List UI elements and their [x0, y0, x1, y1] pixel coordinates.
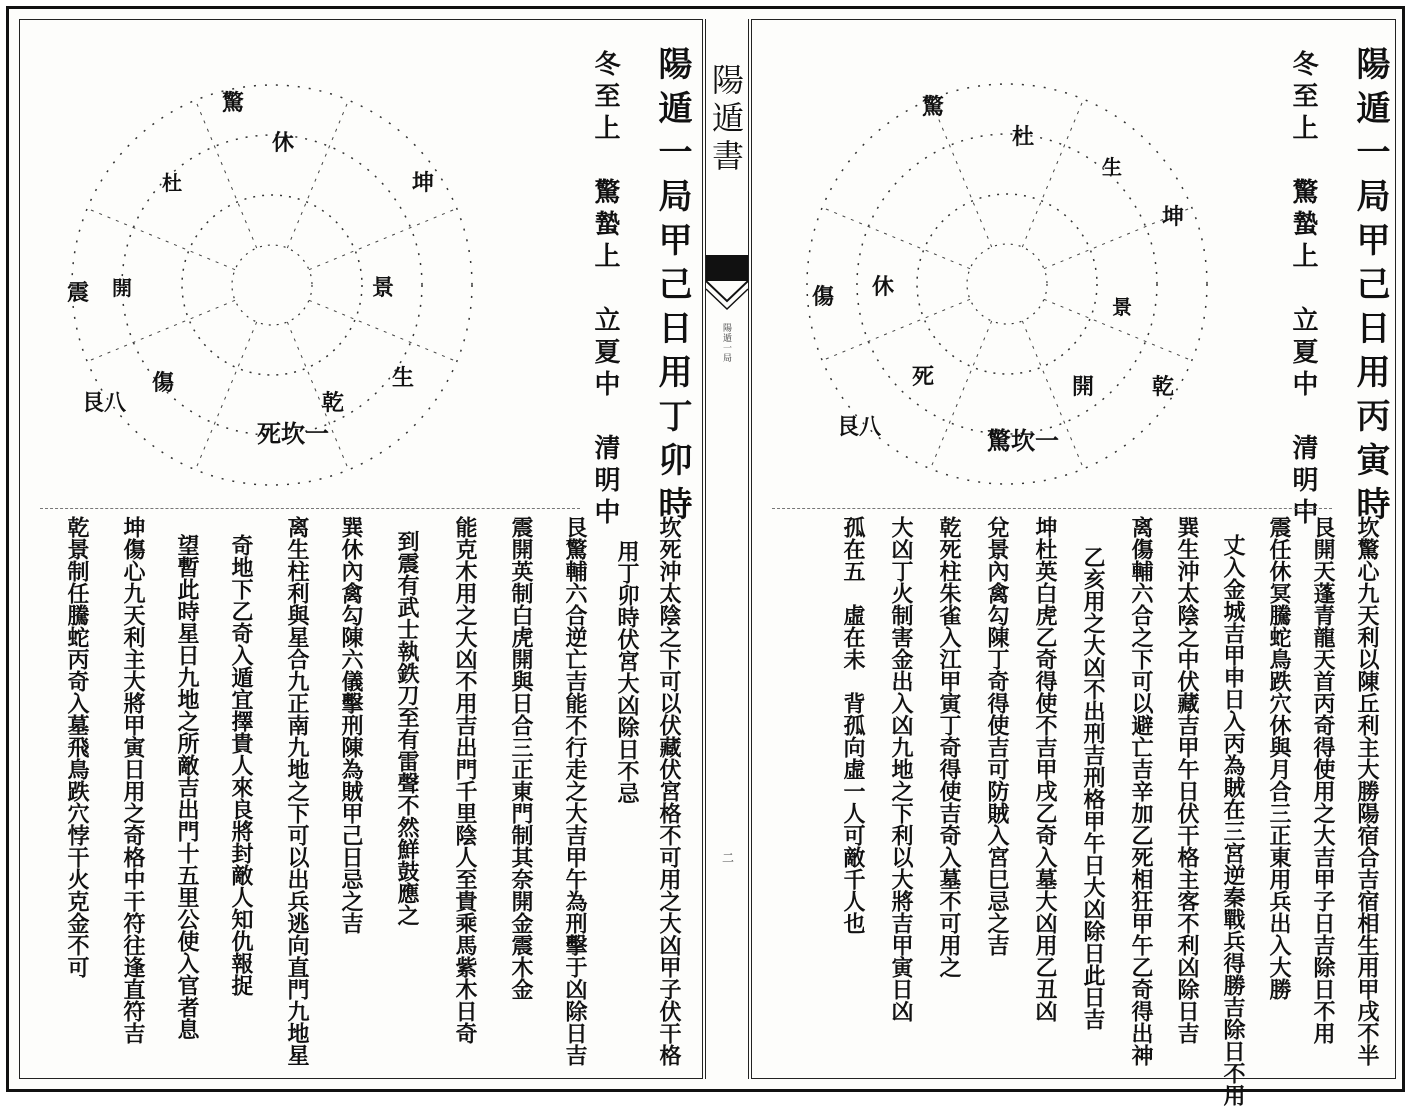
wheel-label: 艮八: [82, 390, 127, 416]
text-column: 乙亥用之大凶不出刑吉刑格甲午日大凶除日此日吉: [1080, 546, 1106, 1030]
left-divider: [40, 508, 580, 509]
right-qimen-wheel: [782, 64, 1242, 504]
right-divider: [772, 508, 1332, 509]
wheel-label: 杜: [1012, 124, 1035, 150]
fold-chevron-icon: [706, 281, 748, 321]
wheel-spoke: [287, 100, 348, 248]
text-column: 能克木用之大凶不用吉出門千里陰人至貴乘馬紫木日奇: [452, 516, 478, 1044]
right-page-seasons: 冬至上 驚蟄上 立夏中 清明中: [1288, 50, 1318, 530]
left-page-seasons: 冬至上 驚蟄上 立夏中 清明中: [590, 50, 620, 530]
text-column: 巽休內禽勾陳六儀擊刑陳為賊甲己日忌之吉: [338, 516, 364, 934]
text-column: 兌景內禽勾陳丁奇得使吉可防賊入宮巳忌之吉: [984, 516, 1010, 956]
text-column: 离傷輔六合之下可以避亡吉辛加乙死相狂甲午乙奇得出神: [1128, 516, 1154, 1066]
wheel-label: 生: [1102, 155, 1122, 179]
wheel-label: 驚: [922, 94, 945, 120]
wheel-label: 艮八: [837, 414, 882, 440]
text-column: 大凶丁火制害金出入凶九地之下利以大將吉甲寅日凶: [888, 516, 914, 1022]
text-column: 望暫此時星日九地之所敵吉出門十五里公使入官者息: [174, 534, 200, 1040]
wheel-spoke: [822, 207, 970, 268]
center-fold: [705, 19, 749, 1079]
text-column: 乾景制任騰蛇丙奇入墓飛鳥跌穴悖干火克金不可: [64, 516, 90, 978]
wheel-label: 休: [872, 274, 895, 300]
wheel-label: 乾: [1152, 374, 1175, 400]
wheel-spoke: [309, 208, 457, 269]
left-page: [19, 19, 703, 1079]
text-column: 坎死沖太陰之下可以伏藏伏宮格不可用之大凶甲子伏干格: [656, 516, 682, 1066]
right-page-title: 陽遁一局甲己日用丙寅時: [1350, 46, 1390, 530]
wheel-label: 景: [372, 275, 395, 301]
fold-subtitle: 陽遁一局: [721, 323, 731, 363]
text-column: 乾死柱朱雀入江甲寅丁奇得使吉奇入墓不可用之: [936, 516, 962, 978]
wheel-label: 死坎一: [257, 419, 329, 448]
text-column: 到震有武士執鉄刀至有雷聲不然鮮鼓應之: [394, 530, 420, 926]
wheel-spoke: [195, 100, 256, 248]
text-column: 坎驚心九天利以陳丘利主大勝陽宿合吉宿相生用甲戌不半: [1354, 516, 1380, 1066]
wheel-label: 杜: [162, 171, 182, 195]
wheel-label: 坤: [1162, 204, 1185, 230]
right-wheel-diagram: [782, 64, 1242, 504]
wheel-spoke: [87, 300, 235, 361]
text-column: 离生柱利與星合九正南九地之下可以出兵逃向直門九地星: [284, 516, 310, 1066]
wheel-label: 開: [112, 276, 132, 300]
left-qimen-wheel: [42, 70, 502, 500]
page-number: 二: [722, 851, 735, 865]
wheel-label: 死: [912, 364, 935, 390]
text-column: 巽生沖太陰之中伏藏吉甲午日伏干格主客不利凶除日吉: [1174, 516, 1200, 1044]
wheel-label: 乾: [322, 390, 345, 416]
wheel-label: 驚坎一: [987, 426, 1059, 455]
wheel-spoke: [822, 299, 970, 360]
text-column: 奇地下乙奇入遁宜擇貴人來良將封敵人知仇報捉: [228, 534, 254, 996]
left-wheel-diagram: [42, 70, 502, 500]
wheel-spoke: [87, 208, 235, 269]
text-column: 坤杜英白虎乙奇得使不吉甲戌乙奇入墓大凶用乙丑凶: [1032, 516, 1058, 1022]
wheel-label: 驚: [222, 90, 245, 116]
text-column: 艮開天蓬青龍天首丙奇得使用之大吉甲子日吉除日不用: [1310, 516, 1336, 1044]
wheel-label: 震: [67, 280, 90, 306]
wheel-label: 傷: [812, 284, 835, 310]
text-column: 震開英制白虎開與日合三正東門制其奈開金震木金: [508, 516, 534, 1000]
wheel-label: 景: [1112, 295, 1132, 319]
wheel-label: 生: [392, 365, 415, 391]
wheel-spoke: [1022, 99, 1083, 247]
text-column: 艮驚輔六合逆亡吉能不行走之大吉甲午為刑擊于凶除日吉: [562, 516, 588, 1066]
wheel-label: 開: [1072, 374, 1095, 400]
book-spread: [6, 6, 1405, 1106]
left-page-title: 陽遁一局甲己日用丁卯時: [652, 46, 692, 530]
text-column: 丈入金城吉甲申日入丙為賊在三宮逆秦戰兵得勝吉除日不用: [1220, 534, 1246, 1106]
fold-band: [706, 255, 748, 281]
wheel-spoke: [930, 99, 991, 247]
wheel-spoke: [309, 300, 457, 361]
text-column: 坤傷心九天利主大將甲寅日用之奇格中干符往逢直符吉: [120, 516, 146, 1044]
text-column: 用丁卯時伏宮大凶除日不忌: [614, 540, 640, 804]
book-title: 陽遁書: [707, 63, 745, 177]
wheel-label: 休: [272, 130, 295, 156]
right-page: [751, 19, 1396, 1106]
wheel-label: 傷: [152, 370, 175, 396]
wheel-label: 坤: [412, 170, 435, 196]
text-column: 震任休冥騰蛇鳥跌穴休與月合三正東用兵出入大勝: [1266, 516, 1292, 1000]
text-column: 孤在五 虛在未 背孤向虛一人可敵千人也: [840, 516, 866, 934]
